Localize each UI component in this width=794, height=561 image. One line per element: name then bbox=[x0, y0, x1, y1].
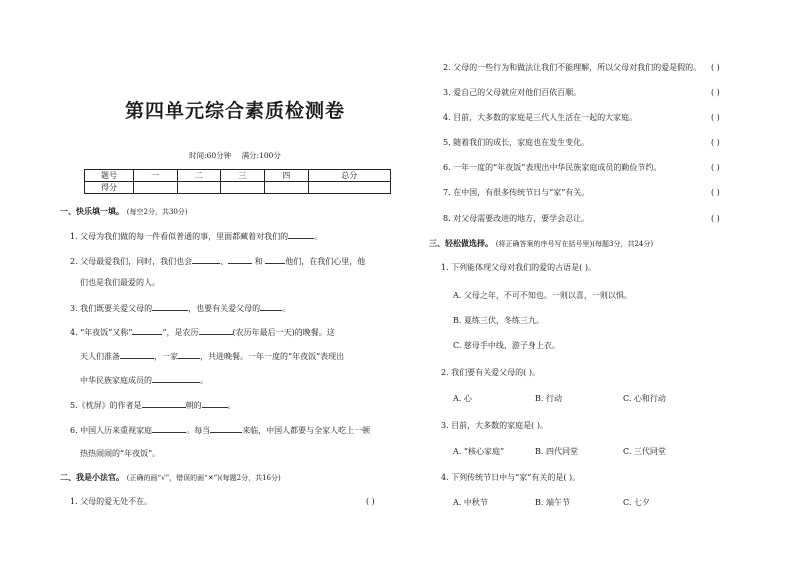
question-text: 5. 随着我们的成长，家庭也在发生变化。 bbox=[443, 138, 590, 147]
question-text: 5.《枕屏》的作者是 bbox=[70, 401, 142, 410]
answer-blank[interactable] bbox=[228, 255, 252, 264]
question-text: 4. 目前，大多数的家庭是三代人生活在一起的大家庭。 bbox=[443, 113, 638, 122]
judge-question-4 bbox=[443, 112, 755, 123]
full-score-label: 满分:100分 bbox=[241, 151, 281, 160]
section-1-heading bbox=[60, 206, 188, 217]
fill-question-4 bbox=[70, 326, 335, 338]
choice-question-1: 1. 下列能体现父母对我们的爱的古语是( )。 bbox=[441, 263, 596, 272]
choice-option-b[interactable]: B. 端午节 bbox=[535, 498, 570, 507]
question-text: 2. 父母最爱我们，同时，我们也会 bbox=[70, 257, 193, 266]
question-text: 3. 我们既要关爱父母的 bbox=[70, 304, 153, 313]
fill-question-2 bbox=[70, 255, 365, 267]
answer-blank[interactable] bbox=[260, 302, 282, 311]
judge-question-2 bbox=[443, 62, 755, 73]
page-title: 第四单元综合素质检测卷 bbox=[124, 100, 345, 122]
question-text: 。 bbox=[314, 232, 323, 241]
score-table-cell: 一 bbox=[133, 170, 177, 182]
answer-blank[interactable] bbox=[142, 399, 186, 408]
score-input-cell[interactable] bbox=[221, 182, 265, 194]
answer-blank[interactable] bbox=[202, 399, 228, 408]
question-text: 。 bbox=[200, 376, 208, 385]
score-table-cell: 总分 bbox=[308, 170, 390, 182]
question-text: 2. 父母的一些行为和做法让我们不能理解，所以父母对我们的爱是假的。 bbox=[443, 63, 702, 72]
question-text: 3. 爱自己的父母就应对他们百依百顺。 bbox=[443, 88, 582, 97]
answer-blank[interactable] bbox=[265, 255, 285, 264]
section-2-heading bbox=[60, 472, 281, 483]
question-text: 1. 父母的爱无处不在。 bbox=[70, 497, 153, 506]
answer-blank[interactable] bbox=[152, 302, 188, 311]
section-3-heading bbox=[429, 238, 653, 249]
fill-question-6 bbox=[70, 424, 370, 436]
answer-blank[interactable] bbox=[132, 326, 162, 335]
choice-option-a[interactable]: A. “核心家庭” bbox=[453, 447, 505, 456]
choice-question-2: 2. 我们要有关爱父母的( )。 bbox=[441, 368, 540, 377]
section-1-note: (每空2分，共30分) bbox=[126, 208, 188, 216]
score-input-cell[interactable] bbox=[133, 182, 177, 194]
fill-question-3 bbox=[70, 302, 290, 314]
question-text: 7. 在中国，有很多传统节日与“家”有关。 bbox=[443, 188, 590, 197]
choice-option-c[interactable]: C. 慈母手中线，游子身上衣。 bbox=[453, 341, 560, 350]
question-text: 和 bbox=[254, 257, 263, 266]
answer-blank[interactable] bbox=[199, 326, 233, 335]
choice-option-b[interactable]: B. 夏练三伏，冬练三九。 bbox=[453, 316, 544, 325]
fill-question-5 bbox=[70, 399, 236, 411]
question-text: 。 bbox=[227, 401, 236, 410]
answer-parentheses[interactable]: ( ) bbox=[366, 497, 375, 506]
question-text: 6. 一年一度的“年夜饭”表现出中华民族家庭成员的勤俭节约。 bbox=[443, 163, 662, 172]
score-table-cell: 二 bbox=[177, 170, 221, 182]
answer-blank[interactable] bbox=[120, 350, 154, 359]
answer-blank[interactable] bbox=[152, 374, 200, 383]
judge-question-8 bbox=[443, 213, 755, 224]
choice-option-a[interactable]: A. 中秋节 bbox=[453, 498, 488, 507]
choice-option-b[interactable]: B. 四代同堂 bbox=[535, 447, 578, 456]
fill-question-6-line-2: 热热闹闹的“年夜饭”。 bbox=[80, 449, 161, 458]
score-table-header-row bbox=[85, 170, 391, 182]
section-2-title: 二、我是小法官。 bbox=[60, 473, 124, 482]
right-column bbox=[425, 0, 755, 561]
score-table bbox=[84, 169, 391, 194]
question-text: 、 bbox=[220, 257, 229, 266]
fill-question-4-line-3 bbox=[80, 374, 208, 386]
answer-blank[interactable] bbox=[192, 255, 220, 264]
score-table-cell: 四 bbox=[264, 170, 308, 182]
choice-option-c[interactable]: C. 心和行动 bbox=[623, 394, 666, 403]
question-text: 每当 bbox=[194, 426, 211, 435]
section-3-title: 三、轻松做选择。 bbox=[429, 239, 493, 248]
judge-question-6 bbox=[443, 162, 755, 173]
choice-option-c[interactable]: C. 七夕 bbox=[623, 498, 650, 507]
answer-parentheses[interactable]: ( ) bbox=[711, 163, 720, 172]
question-text: 8. 对父母需要改进的地方，要学会忍让。 bbox=[443, 214, 590, 223]
question-text: 6. 中国人历来重视家庭 bbox=[70, 426, 153, 435]
question-text: ，也要有关爱父母的 bbox=[188, 304, 261, 313]
question-text: 朝的 bbox=[185, 401, 202, 410]
score-input-cell[interactable] bbox=[177, 182, 221, 194]
score-table-cell: 题号 bbox=[85, 170, 134, 182]
answer-parentheses[interactable]: ( ) bbox=[711, 188, 720, 197]
fill-question-1 bbox=[70, 230, 322, 242]
judge-question-7 bbox=[443, 187, 755, 198]
question-text: (农历年最后一天)的晚餐。这 bbox=[232, 328, 335, 337]
question-text: 1. 父母为我们做的每一件看似普通的事，里面都藏着对我们的 bbox=[70, 232, 289, 241]
score-table-cell: 三 bbox=[221, 170, 265, 182]
question-text: 中华民族家庭成员的 bbox=[80, 376, 152, 385]
choice-option-b[interactable]: B. 行动 bbox=[535, 394, 562, 403]
question-text: 。 bbox=[282, 304, 291, 313]
fill-question-2-line-2: 们也是我们最爱的人。 bbox=[80, 278, 160, 287]
answer-blank[interactable] bbox=[178, 350, 200, 359]
exam-meta bbox=[60, 150, 410, 161]
question-text: ，一家 bbox=[154, 352, 178, 361]
fill-question-4-line-2 bbox=[80, 350, 344, 362]
answer-parentheses[interactable]: ( ) bbox=[711, 63, 720, 72]
answer-parentheses[interactable]: ( ) bbox=[711, 214, 720, 223]
question-text: 他们，在我们心里，他 bbox=[285, 257, 366, 266]
time-label: 时间:60分钟 bbox=[189, 151, 232, 160]
question-text: 。 bbox=[186, 426, 195, 435]
question-text: 天人们准备 bbox=[80, 352, 120, 361]
left-column bbox=[60, 0, 410, 561]
answer-blank[interactable] bbox=[288, 230, 314, 239]
question-text: ，共进晚餐。一年一度的“年夜饭”表现出 bbox=[200, 352, 345, 361]
score-input-cell[interactable] bbox=[308, 182, 390, 194]
question-text: 4. “年夜饭”又称“ bbox=[70, 328, 133, 337]
choice-option-a[interactable]: A. 心 bbox=[453, 394, 472, 403]
choice-question-3: 3. 目前，大多数的家庭是( )。 bbox=[441, 421, 548, 430]
choice-question-4: 4. 下列传统节日中与“家”有关的是( )。 bbox=[441, 473, 581, 482]
answer-blank[interactable] bbox=[152, 424, 186, 433]
judge-question-3 bbox=[443, 87, 755, 98]
section-3-note: (将正确答案的序号写在括号里)(每题3分，共24分) bbox=[495, 240, 654, 248]
question-text: 来临，中国人都要与全家人吃上一顿 bbox=[242, 426, 371, 435]
score-table-cell: 得分 bbox=[85, 182, 134, 194]
answer-parentheses[interactable]: ( ) bbox=[711, 88, 720, 97]
score-table-score-row bbox=[85, 182, 391, 194]
choice-option-c[interactable]: C. 三代同堂 bbox=[623, 447, 666, 456]
section-2-note: (正确的画“√”，错误的画“✕”)(每题2分，共16分) bbox=[126, 474, 281, 482]
answer-parentheses[interactable]: ( ) bbox=[711, 113, 720, 122]
judge-question-5 bbox=[443, 137, 755, 148]
judge-question-1 bbox=[70, 496, 410, 507]
question-text: ”，是农历 bbox=[162, 328, 199, 337]
answer-parentheses[interactable]: ( ) bbox=[711, 138, 720, 147]
score-input-cell[interactable] bbox=[264, 182, 308, 194]
answer-blank[interactable] bbox=[210, 424, 242, 433]
section-1-title: 一、快乐填一填。 bbox=[60, 207, 124, 216]
choice-option-a[interactable]: A. 父母之年，不可不知也。一则以喜，一则以惧。 bbox=[453, 291, 632, 300]
